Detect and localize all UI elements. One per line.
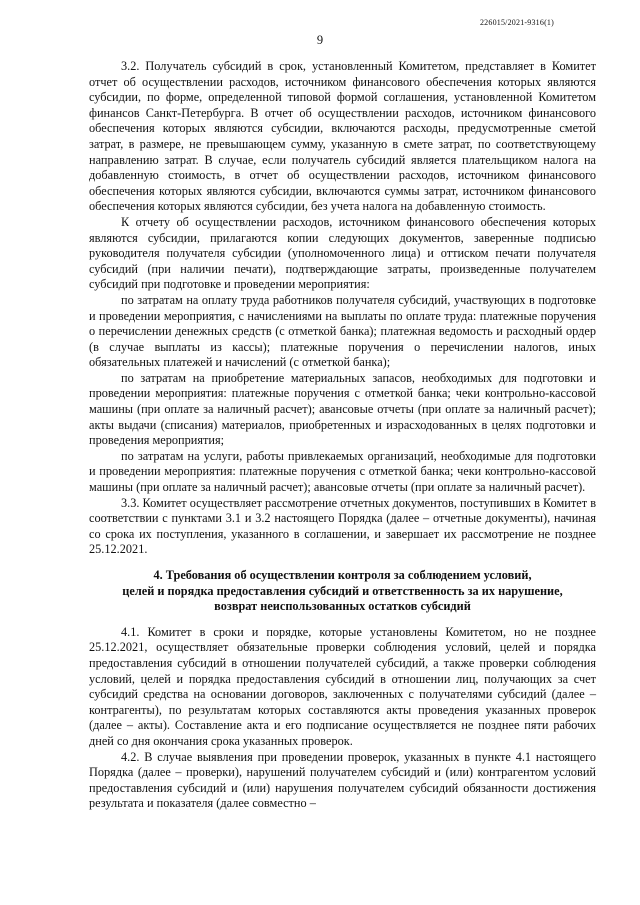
document-body <box>89 59 596 812</box>
paragraph-labor-costs: по затратам на оплату труда работников получателя субсидий, участвующих в подготовке и проведении мероприятия, с начислениями на выплаты по оплате труда: платежные поручения о перечислении денежных средств (с отметкой банка); платежная ведомость и расходный ордер (в случае выплаты из кассы); платежные поручения о перечислении налогов, иных обязательных платежей и начислений (с отметкой банка); <box>89 292 596 370</box>
paragraph-material-costs: по затратам на приобретение материальных запасов, необходимых для подготовки и проведении мероприятия: платежные поручения с отметкой банка; чеки контрольно-кассовой машины (при оплате за наличный расчет); авансовые отчеты (при оплате за наличный расчет); акты выдачи (списания) материалов, приобретенных и израсходованных в целях подготовки и проведения мероприятия; <box>89 370 596 448</box>
section-4-heading-line-1: 4. Требования об осуществлении контроля за соблюдением условий, <box>153 568 532 582</box>
paragraph-3-2: 3.2. Получатель субсидий в срок, установленный Комитетом, представляет в Комитет отчет об осуществлении расходов, источником финансового обеспечения которых являются субсидии, по форме, определенной типовой формой соглашения, установленной Комитетом финансов Санкт-Петербурга. В отчет об осуществлении расходов, источником финансового обеспечения которых являются субсидии, включаются расходы, предусмотренные сметой затрат, в размере, не превышающем сумму, указанную в смете затрат, по соответствующему направлению затрат. В случае, если получатель субсидий является плательщиком налога на добавленную стоимость, в отчет об осуществлении расходов, источником финансового обеспечения которых являются субсидии, включаются суммы затрат, источником финансового обеспечения которых являются субсидии, без учета налога на добавленную стоимость. <box>89 59 596 214</box>
paragraph-service-costs: по затратам на услуги, работы привлекаемых организаций, необходимые для подготовки и проведении мероприятия: платежные поручения с отметкой банка; чеки контрольно-кассовой машины (при оплате за наличный расчет); авансовые отчеты (при оплате за наличный расчет). <box>89 448 596 495</box>
paragraph-4-1: 4.1. Комитет в сроки и порядке, которые установлены Комитетом, но не позднее 25.12.2021, осуществляет обязательные проверки соблюдения условий, целей и порядка предоставления субсидий в отношении получателей субсидий, а также проверки соблюдения условий, целей и порядка предоставления субсидий в отношении лиц, получающих за счет субсидий средства на основании договоров, заключенных с получателями субсидий (далее – контрагенты), по результатам которых составляются акты проведения указанных проверок (далее – акты). Составление акта и его подписание осуществляется не позднее пяти рабочих дней со дня окончания срока указанных проверок. <box>89 624 596 748</box>
section-4-heading-line-3: возврат неиспользованных остатков субсидий <box>214 599 471 614</box>
section-4-heading <box>89 568 596 615</box>
paragraph-4-2: 4.2. В случае выявления при проведении проверок, указанных в пункте 4.1 настоящего Порядка (далее – проверки), нарушений получателем субсидий и (или) контрагентом условий предоставления субсидий и (или) нарушения получателем субсидий обязанности достижения результата и показателя (далее совместно – <box>89 749 596 811</box>
section-4-heading-line-2: целей и порядка предоставления субсидий и ответственность за их нарушение, <box>122 583 563 598</box>
page-number: 9 <box>316 33 324 47</box>
document-registration-number: 226015/2021-9316(1) <box>479 18 554 27</box>
paragraph-3-3: 3.3. Комитет осуществляет рассмотрение отчетных документов, поступивших в Комитет в соответствии с пунктами 3.1 и 3.2 настоящего Порядка (далее – отчетные документы), начиная со срока их поступления, указанного в соглашении, и завершает их рассмотрение не позднее 25.12.2021. <box>89 495 596 557</box>
paragraph-report-attachments: К отчету об осуществлении расходов, источником финансового обеспечения которых являются субсидии, прилагаются копии следующих документов, заверенные подписью руководителя получателя субсидии (уполномоченного лица) и оттиском печати получателя субсидий (при наличии печати), подтверждающие затраты, произведенные получателем субсидий при подготовке и проведении мероприятия: <box>89 214 596 292</box>
